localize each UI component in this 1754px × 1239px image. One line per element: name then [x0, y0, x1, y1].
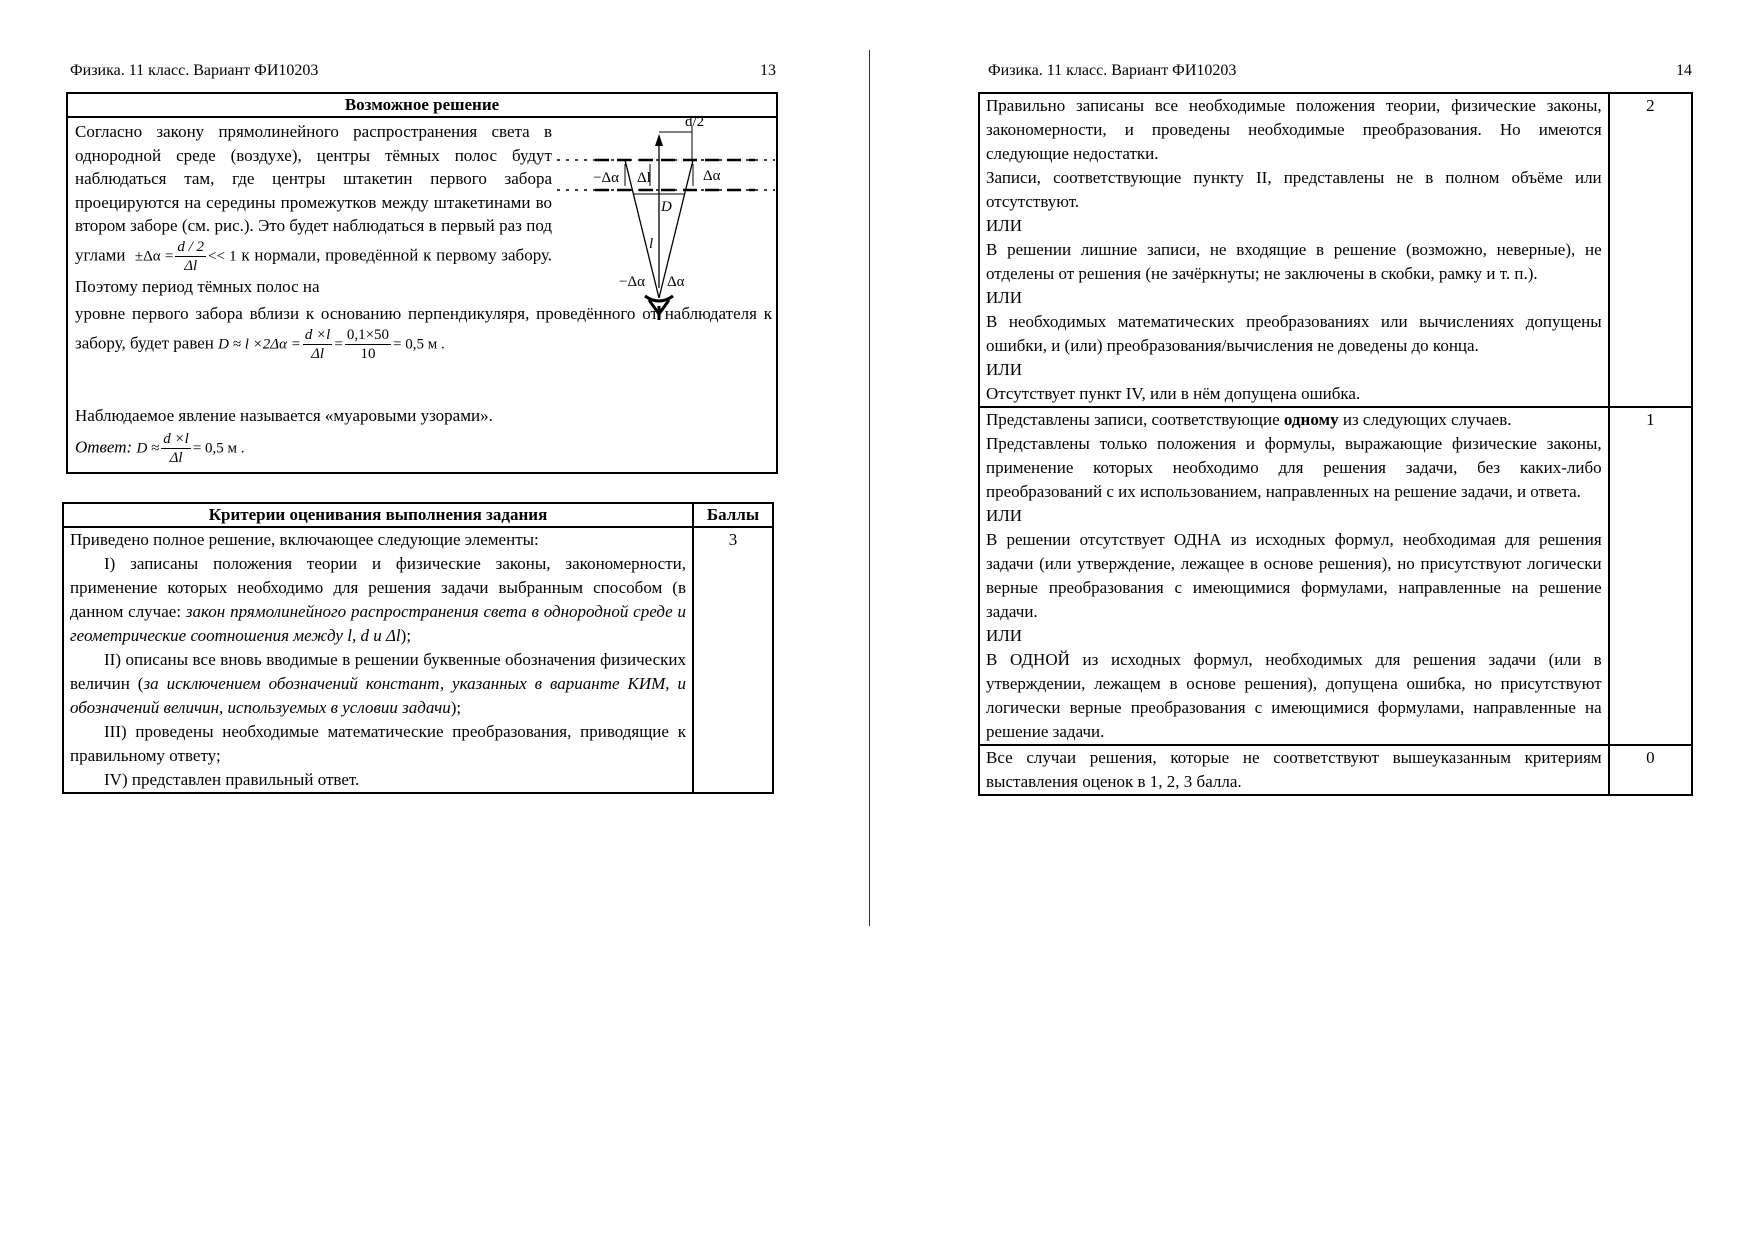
- period-formula-lhs: D ≈ l ×2Δα =: [218, 335, 301, 352]
- answer-fraction-num: d ×l: [163, 431, 189, 447]
- row0-p1: Все случаи решения, которые не соответствуют вышеуказанным критериям выставления оценок в 1, 2, 3 балла.: [986, 748, 1602, 791]
- row2-p4: В необходимых математических преобразованиях или вычислениях допущены ошибки, и (или) преобразования/вычисления не доведены до конца.: [986, 312, 1602, 355]
- label-minus-dalpha-top: −Δα: [593, 170, 619, 186]
- item1-end: );: [400, 626, 412, 645]
- angle-fraction: [175, 238, 206, 275]
- row1-p1: Представлены только положения и формулы, выражающие физические законы, применение которых необходимо для решения задачи, без каких-либо преобразований с их использованием, направленных на решение задачи, и ответа.: [986, 434, 1602, 501]
- criteria-cell-score-1: [979, 407, 1609, 745]
- solution-p2-text: уровне первого забора вблизи к основанию перпендикуляря, проведённого от наблюдателя к забору, будет равен: [75, 304, 772, 352]
- row1-or-2: ИЛИ: [986, 626, 1023, 645]
- row1-intro-after: из следующих случаев.: [1342, 410, 1512, 429]
- score-cell-0: 0: [1609, 745, 1692, 795]
- solution-box: [66, 92, 778, 474]
- solution-p1-formula-prefix: углами: [75, 244, 126, 264]
- row2-or-1: ИЛИ: [986, 216, 1023, 235]
- score-cell: 3: [693, 527, 773, 793]
- row2-p5: Отсутствует пункт IV, или в нём допущена ошибка.: [986, 384, 1361, 403]
- period-fraction-2-den: 10: [360, 345, 376, 362]
- answer-rhs: = 0,5 м .: [192, 440, 245, 457]
- angle-fraction-den: Δl: [184, 257, 198, 274]
- criteria-cell-score-0: [979, 745, 1609, 795]
- criteria-item-2: [70, 648, 686, 720]
- row1-p2: В решении отсутствует ОДНА из исходных формул, необходимая для решения задачи (или утверждение, лежащее в основе решения), но присутствуют логически верные преобразования с имеющимися формулами, направленные на решение задачи.: [986, 530, 1602, 621]
- label-dalpha-top: Δα: [703, 168, 721, 184]
- period-fraction-1-den: Δl: [311, 345, 325, 362]
- row2-p2: Записи, соответствующие пункту II, представлены не в полном объёме или отсутствуют.: [986, 168, 1602, 211]
- criteria-continuation-table: [978, 92, 1693, 796]
- solution-p1-after: к нормали, проведённой к первому забору. Поэтому период тёмных полос на: [75, 244, 553, 296]
- left-page-header: [70, 62, 776, 80]
- label-minus-dalpha-bottom: −Δα: [619, 274, 645, 290]
- item2-end: );: [450, 698, 462, 717]
- right-page-number: 14: [1676, 62, 1692, 79]
- solution-paragraph-3: Наблюдаемое явление называется «муаровыми узорами».: [75, 406, 493, 425]
- right-header-title: Физика. 11 класс. Вариант ФИ10203: [988, 62, 1237, 79]
- table-row: [979, 745, 1692, 795]
- period-fraction-2: [345, 326, 391, 363]
- answer-lhs: D ≈: [136, 440, 160, 457]
- item1-plain: I) записаны положения теории и физические законы, закономерности, применение которых необходимо для решения задачи выбранным способом (в данном случае:: [70, 554, 686, 621]
- criteria-cell-score-2: [979, 93, 1609, 407]
- score-cell-1: 1: [1609, 407, 1692, 745]
- row1-intro: [986, 408, 1602, 432]
- answer-fraction: [161, 430, 191, 467]
- criteria-cell: [63, 527, 693, 793]
- solution-answer: [75, 430, 772, 467]
- left-header-title: Физика. 11 класс. Вариант ФИ10203: [70, 62, 319, 79]
- row2-or-3: ИЛИ: [986, 360, 1023, 379]
- item2-plain: II) описаны все вновь вводимые в решении буквенные обозначения физических величин (: [70, 650, 686, 693]
- row1-intro-before: Представлены записи, соответствующие: [986, 410, 1280, 429]
- label-l: l: [649, 236, 654, 252]
- row1-p3: В ОДНОЙ из исходных формул, необходимых для решения задачи (или в утверждении, лежащем в основе решения), допущена ошибка, но присутствуют логически верные преобразования с имеющимися формулами, направленные на решение задачи.: [986, 650, 1602, 741]
- period-formula-rhs: = 0,5 м .: [393, 335, 445, 352]
- eye-icon: [645, 296, 673, 320]
- criteria-table: [62, 502, 774, 794]
- item2-italic: за исключением обозначений констант, указанных в варианте КИМ, и обозначений величин, используемых в условии задачи: [70, 674, 686, 717]
- period-fraction-1-num: d ×l: [304, 326, 331, 343]
- criteria-intro: Приведено полное решение, включающее следующие элементы:: [70, 530, 539, 549]
- left-page-number: 13: [760, 62, 776, 79]
- page-divider: [869, 50, 870, 926]
- label-d2: d/2: [685, 116, 705, 130]
- item1-italic: закон прямолинейного распространения света в однородной среде и геометрические соотношения между l, d и Δl: [70, 602, 686, 645]
- right-page-header: [988, 62, 1692, 80]
- angle-fraction-num: d / 2: [177, 238, 205, 255]
- criteria-item-4: IV) представлен правильный ответ.: [104, 770, 360, 789]
- solution-title: Возможное решение: [68, 94, 776, 118]
- score-cell-2: 2: [1609, 93, 1692, 407]
- solution-p1-text: Согласно закону прямолинейного распространения света в однородной среде (воздухе), центры тёмных полос будут наблюдаться там, где центры штакетин первого забора проецируются на середины промежутков между штакетинами во втором заборе (см. рис.). Это будет наблюдаться в первый раз под: [75, 122, 552, 235]
- normal-arrow-icon: [655, 134, 663, 146]
- angle-formula-rhs: << 1: [208, 247, 237, 264]
- row1-intro-bold: одному: [1283, 410, 1339, 429]
- row1-or-1: ИЛИ: [986, 506, 1023, 525]
- criteria-item-3: III) проведены необходимые математические преобразования, приводящие к правильному ответу;: [70, 722, 686, 765]
- row2-or-2: ИЛИ: [986, 288, 1023, 307]
- table-row: [63, 527, 773, 793]
- label-dalpha-bottom: Δα: [667, 274, 685, 290]
- criteria-header-row: [63, 503, 773, 527]
- row2-p3: В решении лишние записи, не входящие в решение (возможно, неверные), не отделены от решения (не зачёркнуты; не заключены в скобки, рамку и т. п.).: [986, 240, 1602, 283]
- label-dl: Δl: [637, 170, 651, 186]
- criteria-column-header: Критерии оценивания выполнения задания: [63, 503, 693, 527]
- answer-label: Ответ:: [75, 437, 133, 457]
- solution-paragraph-1: [75, 120, 552, 298]
- table-row: [979, 407, 1692, 745]
- table-row: [979, 93, 1692, 407]
- period-fraction-2-num: 0,1×50: [346, 326, 390, 343]
- label-D: D: [661, 199, 672, 215]
- fence-diagram: [555, 116, 777, 328]
- angle-formula-lhs: ±Δα =: [134, 247, 174, 264]
- score-column-header: Баллы: [693, 503, 773, 527]
- period-eq: =: [334, 335, 343, 352]
- period-fraction-1: [303, 326, 333, 363]
- row2-p1: Правильно записаны все необходимые положения теории, физические законы, закономерности, и проведены необходимые преобразования. Но имеются следующие недостатки.: [986, 96, 1602, 163]
- criteria-item-1: [70, 552, 686, 648]
- answer-fraction-den: Δl: [169, 450, 183, 466]
